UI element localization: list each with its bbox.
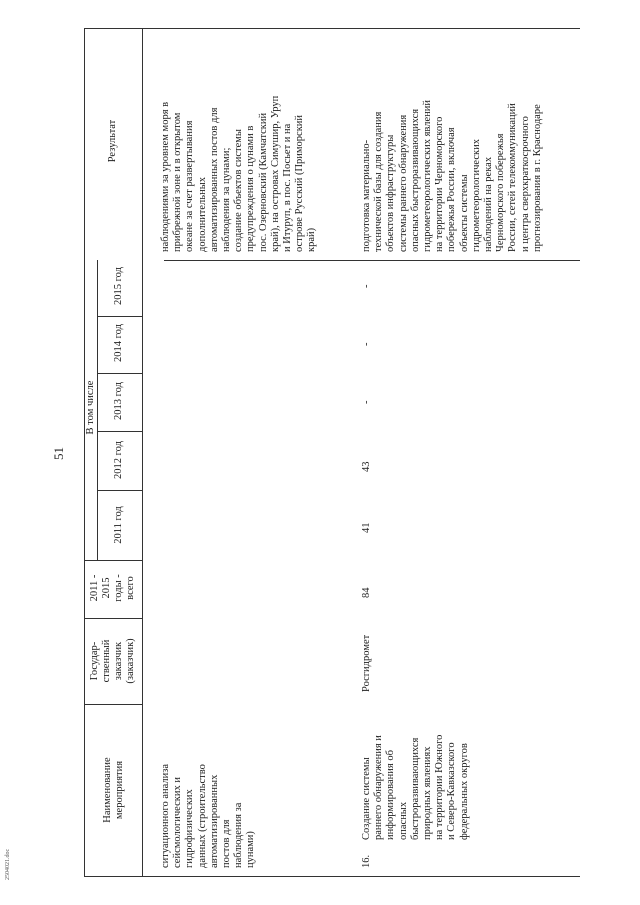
header-result-column: Результат [107,119,118,163]
header-name-column: Наименование мероприятия [102,757,125,823]
row-16-customer: Росгидромет [361,634,372,692]
row-16-result: подготовка материально- технической базы для создания объектов инфраструктуры системы раннего обнаружения опасных быстроразвивающихся гидрометеорологических явлений на территории Черноморского побережья России, включая объекты системы гидрометеорологических наблюдений на реках Черноморского побережья России, сетей телекоммуникаций и центра сверхкраткосрочного прогнозирования в г. Краснодаре [361,99,543,252]
row-16-2015: - [361,284,372,288]
row-16-total: 84 [361,587,372,598]
header-group-in-total: В том числе [85,380,96,435]
header-total-column: 2011 - 2015 годы - всего [89,574,136,602]
header-customer-column: Государ- ственный заказчик (заказчик) [89,638,136,684]
header-year-2015: 2015 год [113,267,124,305]
continued-row-name: ситуационного анализа сейсмологических и гидрофизических данных (строительство автоматизированных постов для наблюдения за цунами) [160,763,257,868]
row-16-2014: - [361,342,372,346]
header-year-2014: 2014 год [113,324,124,362]
page-number: 51 [51,447,66,460]
row-16-2012: 43 [361,461,372,472]
footer-code: 2504021.doc [5,848,11,880]
header-year-2012: 2012 год [113,441,124,479]
row-16-name: Создание системы раннего обнаружения и информирования об опасных быстроразвивающихся природных явлениях на территории Южного и Северо-Кавказского федеральных округов [361,734,470,840]
header-year-2013: 2013 год [113,382,124,420]
header-year-2011: 2011 год [113,506,124,544]
row-16-number: 16. [361,854,372,868]
continued-row-result: наблюдениями за уровнем моря в прибрежной зоне и в открытом океане за счет развертывания дополнительных автоматизированных постов для наблюдения за цунами; создание объектов системы предупреждения о цунами в пос. Озерновский (Камчатский край), на островах Симушир, Уруп и Итуруп, в пос. Посьет и на острове Русский (Приморский край) [160,95,318,252]
row-16-2011: 41 [361,522,372,533]
row-16-2013: - [361,400,372,404]
